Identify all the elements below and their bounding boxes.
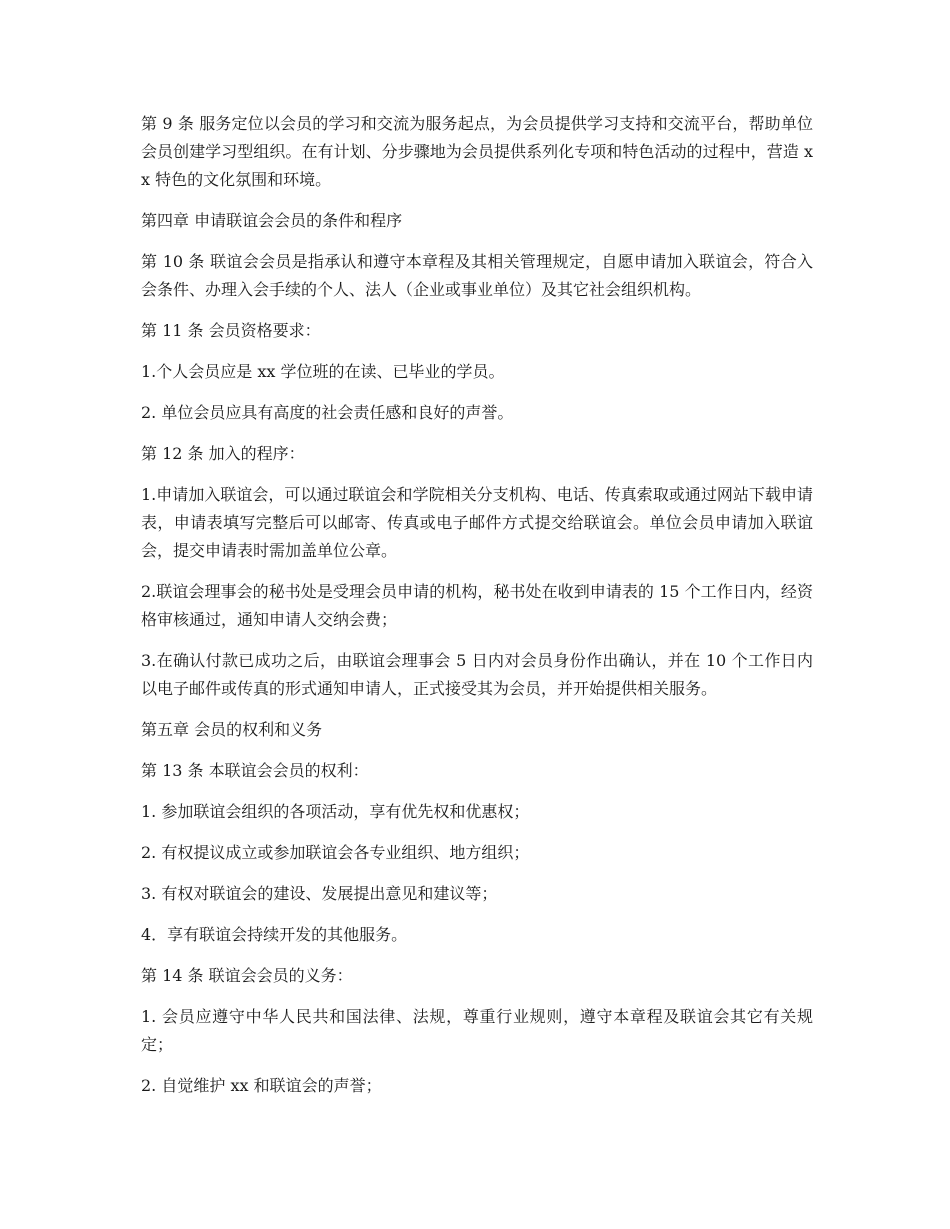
article-13: 第 13 条 本联谊会会员的权利： — [141, 761, 369, 780]
article-14: 第 14 条 联谊会会员的义务： — [141, 966, 353, 985]
article-12-item-3: 3.在确认付款已成功之后，由联谊会理事会 5 日内对会员身份作出确认，并在 10 个工作日内以电子邮件或传真的形式通知申请人，正式接受其为会员，并开始提供相关服务。 — [141, 651, 813, 698]
article-13-item-3: 3. 有权对联谊会的建设、发展提出意见和建议等； — [141, 884, 498, 903]
article-11: 第 11 条 会员资格要求： — [141, 321, 321, 340]
document-body — [141, 110, 813, 1113]
article-13-item-1: 1. 参加联谊会组织的各项活动，享有优先权和优惠权； — [141, 802, 530, 821]
article-14-item-2: 2. 自觉维护 xx 和联谊会的声誉； — [141, 1076, 382, 1095]
article-12-item-2: 2.联谊会理事会的秘书处是受理会员申请的机构，秘书处在收到申请表的 15 个工作日内，经资格审核通过，通知申请人交纳会费； — [141, 582, 813, 629]
article-14-item-1: 1. 会员应遵守中华人民共和国法律、法规，尊重行业规则，遵守本章程及联谊会其它有关规定； — [141, 1007, 813, 1054]
article-11-item-2: 2. 单位会员应具有高度的社会责任感和良好的声誉。 — [141, 403, 514, 422]
article-13-item-4: 4．享有联谊会持续开发的其他服务。 — [141, 925, 408, 944]
article-13-item-2: 2. 有权提议成立或参加联谊会各专业组织、地方组织； — [141, 843, 530, 862]
article-9: 第 9 条 服务定位以会员的学习和交流为服务起点，为会员提供学习支持和交流平台，帮助单位会员创建学习型组织。在有计划、分步骤地为会员提供系列化专项和特色活动的过程中，营造 xx 特色的文化氛围和环境。 — [141, 114, 813, 189]
chapter-5-heading: 第五章 会员的权利和义务 — [141, 720, 323, 739]
chapter-4-heading: 第四章 申请联谊会会员的条件和程序 — [141, 211, 403, 230]
article-11-item-1: 1.个人会员应是 xx 学位班的在读、已毕业的学员。 — [141, 362, 505, 381]
article-12: 第 12 条 加入的程序： — [141, 444, 305, 463]
article-10: 第 10 条 联谊会会员是指承认和遵守本章程及其相关管理规定，自愿申请加入联谊会，符合入会条件、办理入会手续的个人、法人（企业或事业单位）及其它社会组织机构。 — [141, 252, 813, 299]
article-12-item-1: 1.申请加入联谊会，可以通过联谊会和学院相关分支机构、电话、传真索取或通过网站下载申请表，申请表填写完整后可以邮寄、传真或电子邮件方式提交给联谊会。单位会员申请加入联谊会，提交申请表时需加盖单位公章。 — [141, 485, 813, 560]
